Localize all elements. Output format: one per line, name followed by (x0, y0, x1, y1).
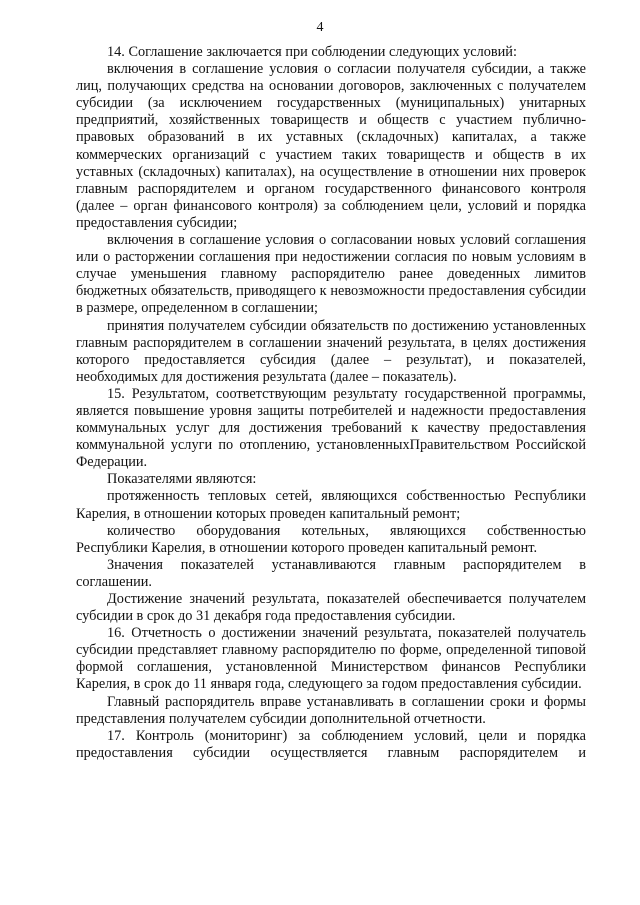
paragraph-indicator-values: Значения показателей устанавливаются главным распорядителем в соглашении. (76, 556, 586, 590)
paragraph-clause-15-result: 15. Результатом, соответствующим результату государственной программы, является повышение уровня защиты потребителей и надежности предоставления коммунальных услуг для достижения требований к качеству предоставления коммунальной услуги по отоплению, установленныхПравительством Российской Федерации. (76, 385, 586, 471)
paragraph-indicator-heat-networks: протяженность тепловых сетей, являющихся собственностью Республики Карелия, в отношении которых проведен капитальный ремонт; (76, 488, 586, 522)
paragraph-deadline: Достижение значений результата, показателей обеспечивается получателем субсидии в срок до 31 декабря года предоставления субсидии. (76, 591, 586, 625)
paragraph-clause-16-reporting: 16. Отчетность о достижении значений результата, показателей получатель субсидии представляет главному распорядителю по форме, определенной типовой формой соглашения, установленной Министерством финансов Республики Карелия, в срок до 11 января года, следующего за годом предоставления субсидии. (76, 625, 586, 693)
paragraph-indicators-heading: Показателями являются: (107, 471, 257, 488)
paragraph-clause-17-control: 17. Контроль (мониторинг) за соблюдением условий, цели и порядка предоставления субсидии осуществляется главным распорядителем и (76, 727, 586, 761)
paragraph-additional-reporting: Главный распорядитель вправе устанавливать в соглашении сроки и формы представления получателем субсидии дополнительной отчетности. (76, 693, 586, 727)
paragraph-clause-14-intro: 14. Соглашение заключается при соблюдении следующих условий: (107, 44, 517, 60)
paragraph-audit-consent-condition: включения в соглашение условия о согласии получателя субсидии, а также лиц, получающих средства на основании договоров, заключенных с получателем субсидии (за исключением государственных (муниципальных) унитарных предприятий, хозяйственных товариществ и обществ с участием публично-правовых образований в их уставных (складочных) капиталах, а также коммерческих организаций с участием таких товариществ и обществ в их уставных (складочных) капиталах), на осуществление в отношении них проверок главным распорядителем и органом государственного финансового контроля (далее – орган финансового контроля) за соблюдением цели, условий и порядка предоставления субсидии; (76, 61, 586, 231)
paragraph-indicator-boiler-equipment: количество оборудования котельных, являющихся собственностью Республики Карелия, в отношении которого проведен капитальный ремонт. (76, 522, 586, 556)
page-number: 4 (316, 20, 324, 35)
paragraph-new-terms-condition: включения в соглашение условия о согласовании новых условий соглашения или о расторжении соглашения при недостижении согласия по новым условиям в случае уменьшения главному распорядителю ранее доведенных лимитов бюджетных обязательств, приводящего к невозможности предоставления субсидии в размере, определенном в соглашении; (76, 232, 586, 317)
paragraph-result-obligation: принятия получателем субсидии обязательств по достижению установленных главным распорядителем в соглашении значений результата, в целях достижения которого предоставляется субсидия (далее – результат), и показателей, необходимых для достижения результата (далее – показатель). (76, 317, 586, 385)
document-body (76, 44, 586, 762)
